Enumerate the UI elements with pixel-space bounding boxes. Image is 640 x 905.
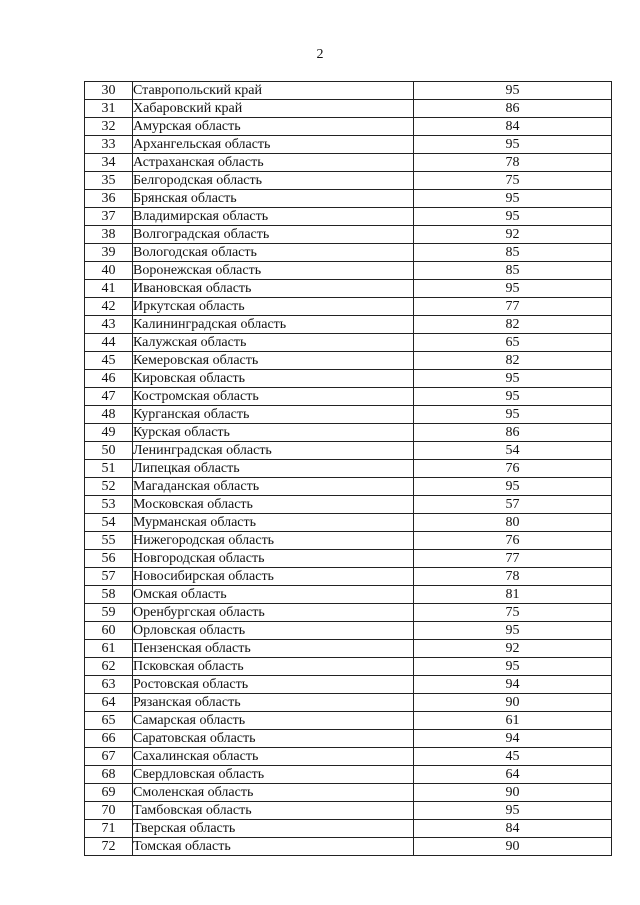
region-name-cell: Астраханская область [133, 154, 414, 172]
value-cell: 95 [414, 280, 612, 298]
value-cell: 95 [414, 136, 612, 154]
row-number-cell: 36 [85, 190, 133, 208]
row-number-cell: 54 [85, 514, 133, 532]
row-number-cell: 49 [85, 424, 133, 442]
value-cell: 84 [414, 820, 612, 838]
region-name-cell: Орловская область [133, 622, 414, 640]
region-name-cell: Новосибирская область [133, 568, 414, 586]
region-name-cell: Белгородская область [133, 172, 414, 190]
row-number-cell: 32 [85, 118, 133, 136]
value-cell: 82 [414, 316, 612, 334]
table-row [85, 838, 612, 856]
row-number-cell: 62 [85, 658, 133, 676]
region-name-cell: Омская область [133, 586, 414, 604]
region-name-cell: Псковская область [133, 658, 414, 676]
region-name-cell: Ставропольский край [133, 82, 414, 100]
row-number-cell: 68 [85, 766, 133, 784]
region-name-cell: Волгоградская область [133, 226, 414, 244]
value-cell: 95 [414, 190, 612, 208]
table-row [85, 262, 612, 280]
value-cell: 94 [414, 676, 612, 694]
table-row [85, 172, 612, 190]
table-row [85, 280, 612, 298]
row-number-cell: 38 [85, 226, 133, 244]
value-cell: 76 [414, 532, 612, 550]
row-number-cell: 42 [85, 298, 133, 316]
table-row [85, 784, 612, 802]
region-name-cell: Свердловская область [133, 766, 414, 784]
region-name-cell: Кемеровская область [133, 352, 414, 370]
value-cell: 75 [414, 604, 612, 622]
value-cell: 95 [414, 370, 612, 388]
value-cell: 82 [414, 352, 612, 370]
region-name-cell: Саратовская область [133, 730, 414, 748]
value-cell: 75 [414, 172, 612, 190]
region-name-cell: Воронежская область [133, 262, 414, 280]
row-number-cell: 65 [85, 712, 133, 730]
region-name-cell: Ивановская область [133, 280, 414, 298]
row-number-cell: 44 [85, 334, 133, 352]
region-name-cell: Курганская область [133, 406, 414, 424]
region-name-cell: Ростовская область [133, 676, 414, 694]
region-name-cell: Калининградская область [133, 316, 414, 334]
table-row [85, 748, 612, 766]
table-row [85, 370, 612, 388]
region-name-cell: Иркутская область [133, 298, 414, 316]
table-row [85, 514, 612, 532]
value-cell: 78 [414, 154, 612, 172]
row-number-cell: 52 [85, 478, 133, 496]
row-number-cell: 46 [85, 370, 133, 388]
table-row [85, 604, 612, 622]
region-name-cell: Оренбургская область [133, 604, 414, 622]
row-number-cell: 59 [85, 604, 133, 622]
value-cell: 95 [414, 406, 612, 424]
regions-table [84, 81, 612, 856]
value-cell: 95 [414, 622, 612, 640]
region-name-cell: Смоленская область [133, 784, 414, 802]
row-number-cell: 56 [85, 550, 133, 568]
row-number-cell: 31 [85, 100, 133, 118]
row-number-cell: 66 [85, 730, 133, 748]
row-number-cell: 37 [85, 208, 133, 226]
value-cell: 86 [414, 424, 612, 442]
row-number-cell: 72 [85, 838, 133, 856]
row-number-cell: 30 [85, 82, 133, 100]
value-cell: 45 [414, 748, 612, 766]
table-row [85, 478, 612, 496]
row-number-cell: 70 [85, 802, 133, 820]
table-row [85, 532, 612, 550]
value-cell: 95 [414, 802, 612, 820]
value-cell: 90 [414, 838, 612, 856]
table-row [85, 658, 612, 676]
table-row [85, 730, 612, 748]
table-row [85, 676, 612, 694]
table-row [85, 298, 612, 316]
table-row [85, 442, 612, 460]
page-number: 2 [316, 47, 324, 62]
table-row [85, 334, 612, 352]
value-cell: 81 [414, 586, 612, 604]
region-name-cell: Хабаровский край [133, 100, 414, 118]
region-name-cell: Калужская область [133, 334, 414, 352]
region-name-cell: Московская область [133, 496, 414, 514]
value-cell: 64 [414, 766, 612, 784]
row-number-cell: 60 [85, 622, 133, 640]
row-number-cell: 39 [85, 244, 133, 262]
region-name-cell: Архангельская область [133, 136, 414, 154]
region-name-cell: Рязанская область [133, 694, 414, 712]
value-cell: 86 [414, 100, 612, 118]
region-name-cell: Тверская область [133, 820, 414, 838]
value-cell: 77 [414, 298, 612, 316]
table-row [85, 640, 612, 658]
table-row [85, 226, 612, 244]
row-number-cell: 51 [85, 460, 133, 478]
value-cell: 95 [414, 388, 612, 406]
table-row [85, 496, 612, 514]
region-name-cell: Ленинградская область [133, 442, 414, 460]
value-cell: 78 [414, 568, 612, 586]
row-number-cell: 69 [85, 784, 133, 802]
region-name-cell: Мурманская область [133, 514, 414, 532]
row-number-cell: 34 [85, 154, 133, 172]
value-cell: 54 [414, 442, 612, 460]
row-number-cell: 50 [85, 442, 133, 460]
value-cell: 80 [414, 514, 612, 532]
table-row [85, 244, 612, 262]
table-row [85, 190, 612, 208]
region-name-cell: Тамбовская область [133, 802, 414, 820]
row-number-cell: 48 [85, 406, 133, 424]
row-number-cell: 61 [85, 640, 133, 658]
region-name-cell: Нижегородская область [133, 532, 414, 550]
row-number-cell: 40 [85, 262, 133, 280]
row-number-cell: 55 [85, 532, 133, 550]
region-name-cell: Сахалинская область [133, 748, 414, 766]
table-row [85, 802, 612, 820]
value-cell: 57 [414, 496, 612, 514]
region-name-cell: Самарская область [133, 712, 414, 730]
region-name-cell: Новгородская область [133, 550, 414, 568]
row-number-cell: 64 [85, 694, 133, 712]
table-row [85, 694, 612, 712]
table-row [85, 550, 612, 568]
table-row [85, 766, 612, 784]
value-cell: 92 [414, 640, 612, 658]
region-name-cell: Вологодская область [133, 244, 414, 262]
value-cell: 84 [414, 118, 612, 136]
table-row [85, 118, 612, 136]
row-number-cell: 45 [85, 352, 133, 370]
row-number-cell: 63 [85, 676, 133, 694]
row-number-cell: 58 [85, 586, 133, 604]
value-cell: 65 [414, 334, 612, 352]
region-name-cell: Магаданская область [133, 478, 414, 496]
table-row [85, 208, 612, 226]
table-row [85, 388, 612, 406]
region-name-cell: Липецкая область [133, 460, 414, 478]
value-cell: 94 [414, 730, 612, 748]
region-name-cell: Томская область [133, 838, 414, 856]
value-cell: 90 [414, 784, 612, 802]
value-cell: 95 [414, 478, 612, 496]
row-number-cell: 57 [85, 568, 133, 586]
value-cell: 61 [414, 712, 612, 730]
region-name-cell: Брянская область [133, 190, 414, 208]
table-row [85, 820, 612, 838]
value-cell: 90 [414, 694, 612, 712]
table-row [85, 100, 612, 118]
row-number-cell: 71 [85, 820, 133, 838]
region-name-cell: Курская область [133, 424, 414, 442]
value-cell: 85 [414, 244, 612, 262]
row-number-cell: 53 [85, 496, 133, 514]
table-row [85, 712, 612, 730]
value-cell: 77 [414, 550, 612, 568]
region-name-cell: Костромская область [133, 388, 414, 406]
table-row [85, 586, 612, 604]
row-number-cell: 35 [85, 172, 133, 190]
row-number-cell: 43 [85, 316, 133, 334]
row-number-cell: 33 [85, 136, 133, 154]
row-number-cell: 47 [85, 388, 133, 406]
region-name-cell: Кировская область [133, 370, 414, 388]
table-row [85, 460, 612, 478]
row-number-cell: 67 [85, 748, 133, 766]
region-name-cell: Амурская область [133, 118, 414, 136]
value-cell: 76 [414, 460, 612, 478]
value-cell: 95 [414, 208, 612, 226]
region-name-cell: Владимирская область [133, 208, 414, 226]
table-row [85, 154, 612, 172]
table-row [85, 136, 612, 154]
value-cell: 92 [414, 226, 612, 244]
table-row [85, 622, 612, 640]
table-row [85, 424, 612, 442]
value-cell: 85 [414, 262, 612, 280]
table-row [85, 82, 612, 100]
table-row [85, 568, 612, 586]
table-body [85, 82, 612, 856]
region-name-cell: Пензенская область [133, 640, 414, 658]
table-row [85, 352, 612, 370]
row-number-cell: 41 [85, 280, 133, 298]
table-row [85, 316, 612, 334]
value-cell: 95 [414, 82, 612, 100]
table-row [85, 406, 612, 424]
value-cell: 95 [414, 658, 612, 676]
